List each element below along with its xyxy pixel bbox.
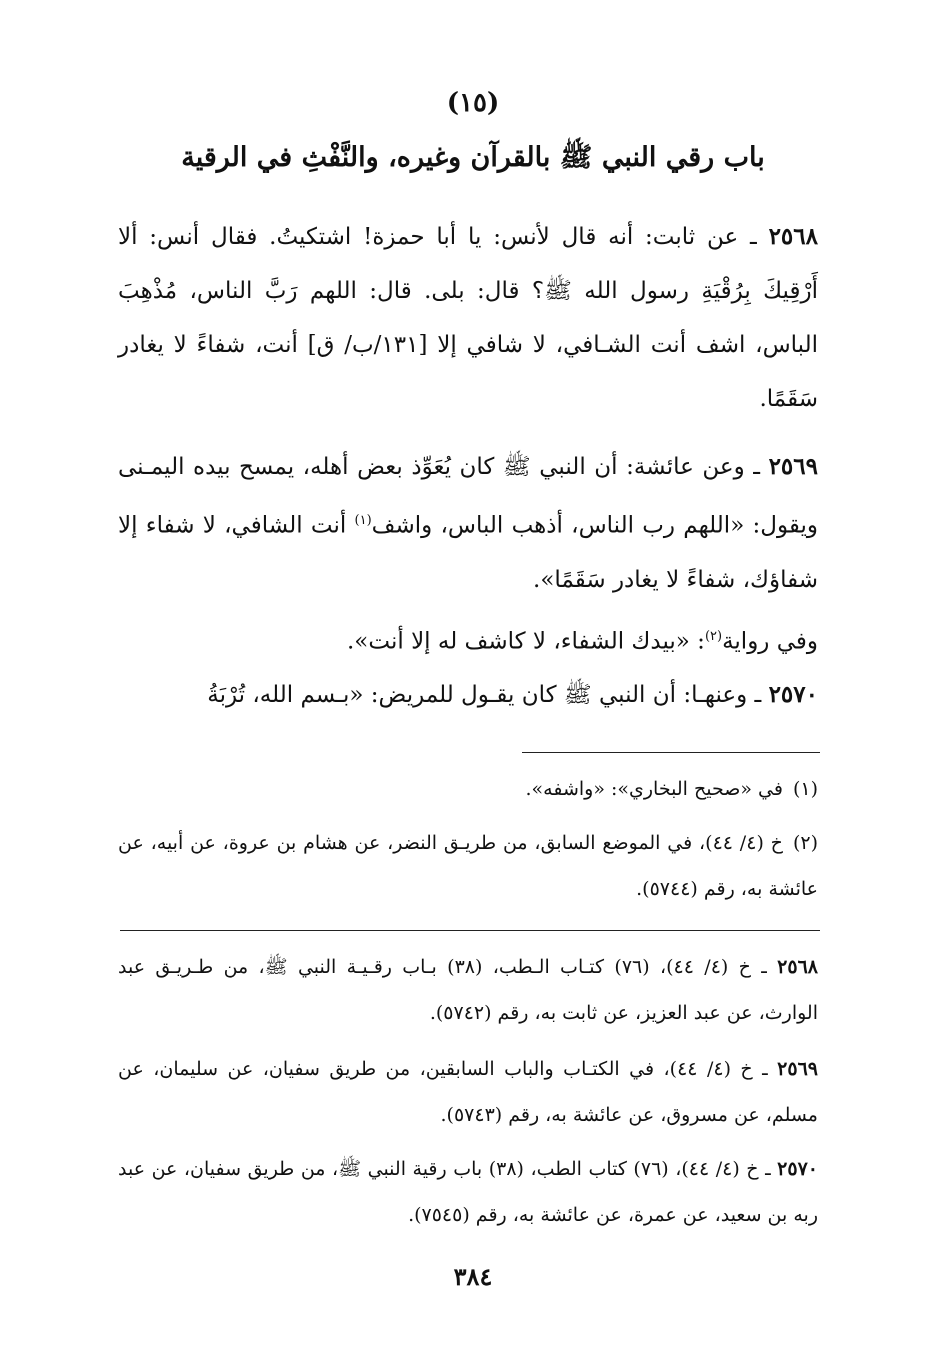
hadith-text: ـ عن ثابت: أنه قال لأنس: يا أبا حمزة! اشتكيتُ. فقال أنس: ألا أَرْقِيكَ بِرُقْيَةِ رسول الله ﷺ؟ قال: بلى. قال: اللهم رَبَّ الناس، مُذْهِبَ الباس، اشف أنت الشـافي، لا شافي إلا [١٣١/ب/ ق] أنت، شفاءً لا يغادر سَقَمًا.	[118, 224, 818, 412]
hadith-2568	[118, 210, 818, 426]
riwaya-line	[178, 610, 818, 669]
hadith-number: ٢٥٧٠	[768, 681, 818, 708]
chapter-title: باب رقي النبي ﷺ بالقرآن وغيره، والنَّفْثِ في الرقية	[181, 142, 765, 173]
takhrij-number: ٢٥٧٠	[777, 1158, 818, 1180]
takhrij-number: ٢٥٦٩	[777, 1058, 818, 1080]
footnote-ref: (٢)	[704, 629, 723, 644]
takhrij-separator	[120, 930, 820, 931]
takhrij-text: ـ خ (٤/ ٤٤)، في الكتـاب والباب السابقين، من طريق سفيان، عن سليمان، عن مسلم، عن مسروق، عن عائشة به، رقم (٥٧٤٣).	[118, 1058, 818, 1126]
hadith-2570	[118, 668, 818, 722]
hadith-text-continued: أنت الشافي، لا شفاء إلا شفاؤك، شفاءً لا يغادر سَقَمًا».	[118, 512, 818, 593]
hadith-number: ٢٥٦٩	[768, 453, 818, 480]
takhrij-number: ٢٥٦٨	[777, 956, 818, 978]
page-number: ٣٨٤	[453, 1262, 493, 1291]
footnote-ref: (١)	[354, 513, 372, 528]
hadith-2569	[118, 440, 818, 607]
chapter-number: (١٥)	[446, 88, 500, 118]
takhrij-2568	[118, 944, 818, 1036]
takhrij-2569	[118, 1046, 818, 1138]
footnote-text: في «صحيح البخاري»: «واشفه».	[525, 778, 783, 800]
hadith-text: ـ وعن عائشة: أن النبي ﷺ كان يُعَوِّذ بعض أهله، يمسح بيده اليمـنى ويقول: «اللهم رب الناس، أذهب الباس، واشف	[118, 454, 818, 539]
takhrij-text: ـ خ (٤/ ٤٤)، (٧٦) كتاب الطب، (٣٨) باب رقية النبي ﷺ، من طريق سفيان، عن عبد ربه بن سعيد، عن عمرة، عن عائشة به، رقم (٧٥٤٥).	[118, 1158, 818, 1226]
riwaya-text-continued: : «بيدك الشفاء، لا كاشف له إلا أنت».	[347, 628, 705, 655]
footnote-separator	[522, 752, 820, 753]
footnote-1	[118, 766, 818, 812]
footnote-text: خ (٤/ ٤٤)، في الموضع السابق، من طريـق النضر، عن هشام بن عروة، عن أبيه، عن عائشة به، رقم (٥٧٤٤).	[118, 832, 818, 900]
takhrij-2570	[118, 1146, 818, 1238]
takhrij-text: ـ خ (٤/ ٤٤)، (٧٦) كتـاب الـطب، (٣٨) بـاب رقـيـة النبي ﷺ، من طـريـق عبد الوارث، عن عبد العزيز، عن ثابت به، رقم (٥٧٤٢).	[118, 956, 818, 1024]
hadith-number: ٢٥٦٨	[768, 223, 818, 250]
riwaya-text: وفي رواية	[722, 628, 818, 655]
hadith-text: ـ وعنهـا: أن النبي ﷺ كان يقـول للمريض: «بـسم الله، تُرْبَةُ	[207, 682, 769, 708]
footnote-marker: (١)	[792, 778, 818, 800]
footnote-marker: (٢)	[792, 832, 818, 854]
footnote-2	[118, 820, 818, 912]
